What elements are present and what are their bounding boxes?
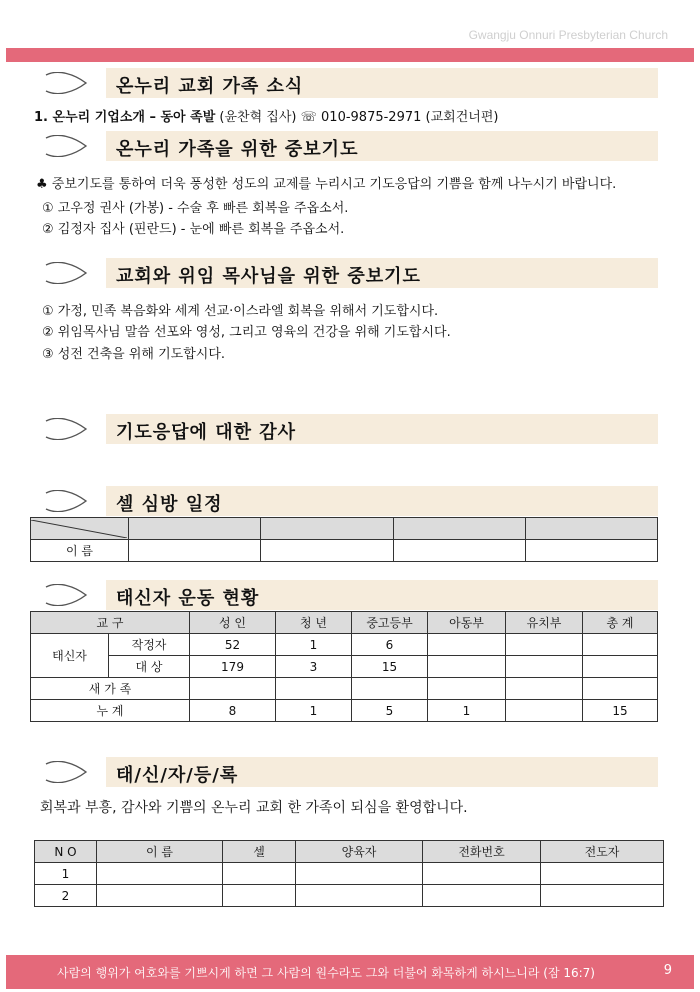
table-cell[interactable] [261,540,393,562]
table-cell [525,518,657,540]
news-location: (교회건너편) [425,110,499,125]
table-cell: 8 [190,700,276,722]
section-title: 태신자 운동 현황 [116,588,260,609]
prayer-intro [36,173,616,192]
church-name: Gwangju Onnuri Presbyterian Church [468,28,668,42]
table-cell: 1 [276,700,352,722]
table-cell: 1 [428,700,506,722]
table-cell [393,518,525,540]
row-number-cell: 2 [35,885,97,907]
table-cell[interactable] [393,540,525,562]
page-number: 9 [663,963,672,978]
table-cell [352,678,428,700]
section-thanks [40,414,660,444]
news-item: 1. 온누리 기업소개 – 동아 족발 [34,110,216,125]
table-cell: 3 [276,656,352,678]
table-cell[interactable] [97,863,223,885]
table-cell: 5 [352,700,428,722]
ichthys-fish-icon [44,761,88,783]
table-cell [428,656,506,678]
header-cell: 전화번호 [423,841,541,863]
row-number-cell: 1 [35,863,97,885]
table-cell [190,678,276,700]
table-cell[interactable] [296,863,423,885]
table-cell[interactable] [97,885,223,907]
table-cell [506,634,583,656]
section-title: 온누리 가족을 위한 중보기도 [116,139,359,160]
table-cell [583,634,658,656]
ichthys-fish-icon [44,262,88,284]
cell-visit-table [30,517,658,562]
header-cell: 아동부 [428,612,506,634]
section-family-news [40,68,660,98]
section-church-prayer [40,258,660,288]
section-newcomer-register [40,757,660,787]
ichthys-fish-icon [44,584,88,606]
diagonal-line [31,520,127,538]
table-cell[interactable] [525,540,657,562]
club-icon: ♣ [36,177,48,192]
table-cell [129,518,261,540]
table-cell [276,678,352,700]
table-cell[interactable] [541,885,664,907]
prayer-item: ① 고우정 권사 (가봉) - 수술 후 빠른 회복을 주옵소서. [42,201,349,216]
table-cell [506,656,583,678]
table-cell[interactable] [129,540,261,562]
table-cell [261,518,393,540]
table-cell [506,700,583,722]
row-label-cell: 대 상 [109,656,190,678]
section-title: 태/신/자/등/록 [116,765,239,786]
table-cell[interactable] [223,863,296,885]
telephone-icon: ☏ [300,110,317,125]
section-family-prayer [40,131,660,161]
newcomer-status-table [30,611,658,722]
table-cell: 6 [352,634,428,656]
table-cell: 15 [352,656,428,678]
header-cell: 교 구 [31,612,190,634]
header-cell: 셀 [223,841,296,863]
news-phone: 010-9875-2971 [321,110,422,125]
ichthys-fish-icon [44,490,88,512]
church-prayer-item: ③ 성전 건축을 위해 기도합시다. [42,347,226,362]
header-cell: 성 인 [190,612,276,634]
section-newcomer-status [40,580,660,610]
table-cell[interactable] [423,863,541,885]
header-cell: N O [35,841,97,863]
table-cell[interactable] [296,885,423,907]
footer-bar [6,955,694,989]
header-cell: 전도자 [541,841,664,863]
church-prayer-item: ② 위임목사님 말씀 선포와 영성, 그리고 영육의 건강을 위해 기도합시다. [42,325,451,340]
church-prayer-item: ① 가정, 민족 복음화와 세계 선교·이스라엘 회복을 위해서 기도합시다. [42,304,439,319]
ichthys-fish-icon [44,72,88,94]
table-cell [583,678,658,700]
welcome-text: 회복과 부흥, 감사와 기쁨의 온누리 교회 한 가족이 되심을 환영합니다. [40,800,468,816]
table-cell[interactable] [423,885,541,907]
header-cell: 청 년 [276,612,352,634]
news-person: (윤찬혁 집사) [219,110,297,125]
table-cell [506,678,583,700]
header-cell: 유치부 [506,612,583,634]
header-cell: 총 계 [583,612,658,634]
group-label-cell: 태신자 [31,634,109,678]
table-cell: 179 [190,656,276,678]
diagonal-header-cell [31,518,129,540]
section-title: 교회와 위임 목사님을 위한 중보기도 [116,266,421,287]
register-table [34,840,664,907]
ichthys-fish-icon [44,135,88,157]
name-label-cell: 이 름 [31,540,129,562]
table-cell [428,634,506,656]
section-title: 셀 심방 일정 [116,494,223,515]
header-cell: 중고등부 [352,612,428,634]
header-cell: 양육자 [296,841,423,863]
business-news [34,106,498,125]
row-label-cell: 누 계 [31,700,190,722]
section-cell-visit [40,486,660,516]
prayer-item: ② 김정자 집사 (핀란드) - 눈에 빠른 회복을 주옵소서. [42,222,345,237]
table-cell: 1 [276,634,352,656]
ichthys-fish-icon [44,418,88,440]
table-cell [428,678,506,700]
table-cell[interactable] [541,863,664,885]
table-cell[interactable] [223,885,296,907]
header-cell: 이 름 [97,841,223,863]
table-cell: 52 [190,634,276,656]
table-cell [583,656,658,678]
row-label-cell: 작정자 [109,634,190,656]
section-title: 온누리 교회 가족 소식 [116,76,304,97]
prayer-intro-text: 중보기도를 통하여 더욱 풍성한 성도의 교제를 누리시고 기도응답의 기쁨을 함께 나누시기 바랍니다. [51,177,617,192]
top-accent-bar [6,48,694,62]
table-cell: 15 [583,700,658,722]
section-title: 기도응답에 대한 감사 [116,422,297,443]
footer-verse: 사람의 행위가 여호와를 기쁘시게 하면 그 사람의 원수라도 그와 더불어 화목하게 하시느니라 (잠 16:7) [57,966,595,980]
row-label-cell: 새 가 족 [31,678,190,700]
